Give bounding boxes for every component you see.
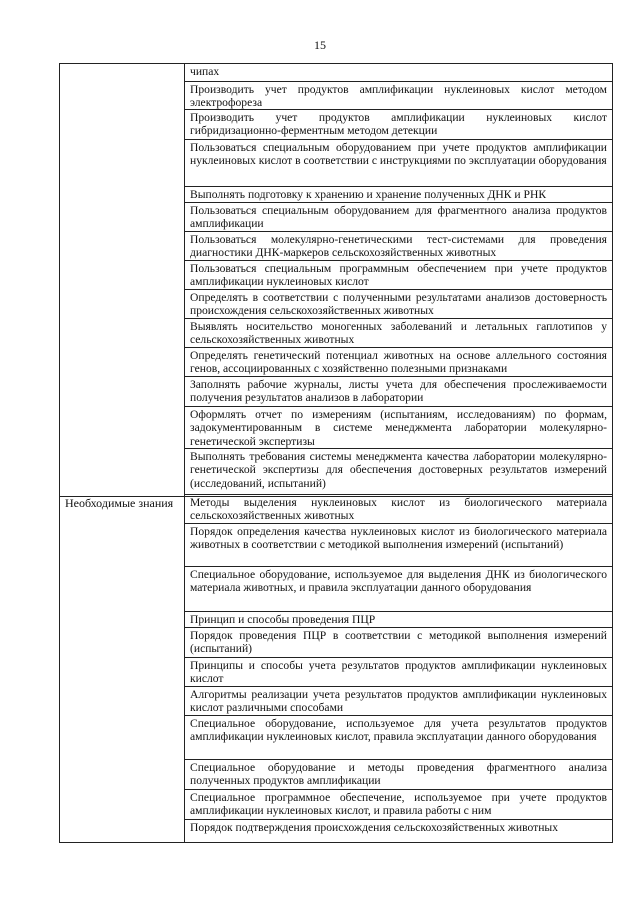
knowledge-row: Порядок определения качества нуклеиновых кислот из биологического материала животных в соответствии с методикой выполнения измерений (испытаний): [185, 524, 612, 567]
knowledge-row: Специальное оборудование, используемое для выделения ДНК из биологического материала животных, и правила эксплуатации данного оборудования: [185, 567, 612, 612]
skill-row: чипах: [185, 64, 612, 82]
knowledge-row: Принципы и способы учета результатов продуктов амплификации нуклеиновых кислот: [185, 658, 612, 687]
skill-row: Пользоваться специальным программным обеспечением при учете продуктов амплификации нуклеиновых кислот: [185, 261, 612, 290]
skill-row: Выявлять носительство моногенных заболеваний и летальных гаплотипов у сельскохозяйственных животных: [185, 319, 612, 348]
requirements-column: [185, 64, 612, 842]
skill-row: Определять генетический потенциал животных на основе аллельного состояния генов, ассоциированных с хозяйственно полезными признаками: [185, 348, 612, 377]
skill-row: Выполнять подготовку к хранению и хранение полученных ДНК и РНК: [185, 187, 612, 203]
skill-row: Пользоваться специальным оборудованием при учете продуктов амплификации нуклеиновых кислот в соответствии с инструкциями по эксплуатации оборудования: [185, 140, 612, 187]
knowledge-row: Принцип и способы проведения ПЦР: [185, 612, 612, 628]
requirements-table: [59, 63, 613, 843]
knowledge-row: Порядок подтверждения происхождения сельскохозяйственных животных: [190, 821, 558, 834]
knowledge-row: Порядок проведения ПЦР в соответствии с методикой выполнения измерений (испытаний): [185, 628, 612, 658]
knowledge-row: Специальное оборудование, используемое для учета результатов продуктов амплификации нуклеиновых кислот, правила эксплуатации данного оборудования: [185, 716, 612, 760]
knowledge-row: Методы выделения нуклеиновых кислот из биологического материала сельскохозяйственных животных: [185, 495, 612, 524]
knowledge-row: Специальное программное обеспечение, используемое при учете продуктов амплификации нуклеиновых кислот, и правила работы с ним: [185, 790, 612, 820]
skill-row: Производить учет продуктов амплификации нуклеиновых кислот гибридизационно-ферментным методом детекции: [185, 110, 612, 140]
skill-row: Оформлять отчет по измерениям (испытаниям, исследованиям) по формам, задокументированным в системе менеджмента лаборатории молекулярно-генетической экспертизы: [185, 407, 612, 449]
skill-row: Пользоваться молекулярно-генетическими тест-системами для проведения диагностики ДНК-маркеров сельскохозяйственных животных: [185, 232, 612, 261]
skill-row: Определять в соответствии с полученными результатами анализов достоверность происхождения сельскохозяйственных животных: [185, 290, 612, 319]
skill-row: Выполнять требования системы менеджмента качества лаборатории молекулярно-генетической экспертизы для обеспечения достоверных результатов измерений (исследований, испытаний): [185, 449, 612, 495]
skill-row: Пользоваться специальным оборудованием для фрагментного анализа продуктов амплификации: [185, 203, 612, 232]
knowledge-row: Алгоритмы реализации учета результатов продуктов амплификации нуклеиновых кислот различными способами: [185, 687, 612, 716]
knowledge-row: Специальное оборудование и методы проведения фрагментного анализа полученных продуктов амплификации: [185, 760, 612, 790]
skill-row: Заполнять рабочие журналы, листы учета для обеспечения прослеживаемости получения результатов анализов в лаборатории: [185, 377, 612, 407]
page-number: 15: [314, 38, 326, 52]
knowledge-label: Необходимые знания: [65, 496, 174, 510]
skill-row: Производить учет продуктов амплификации нуклеиновых кислот методом электрофореза: [185, 82, 612, 110]
